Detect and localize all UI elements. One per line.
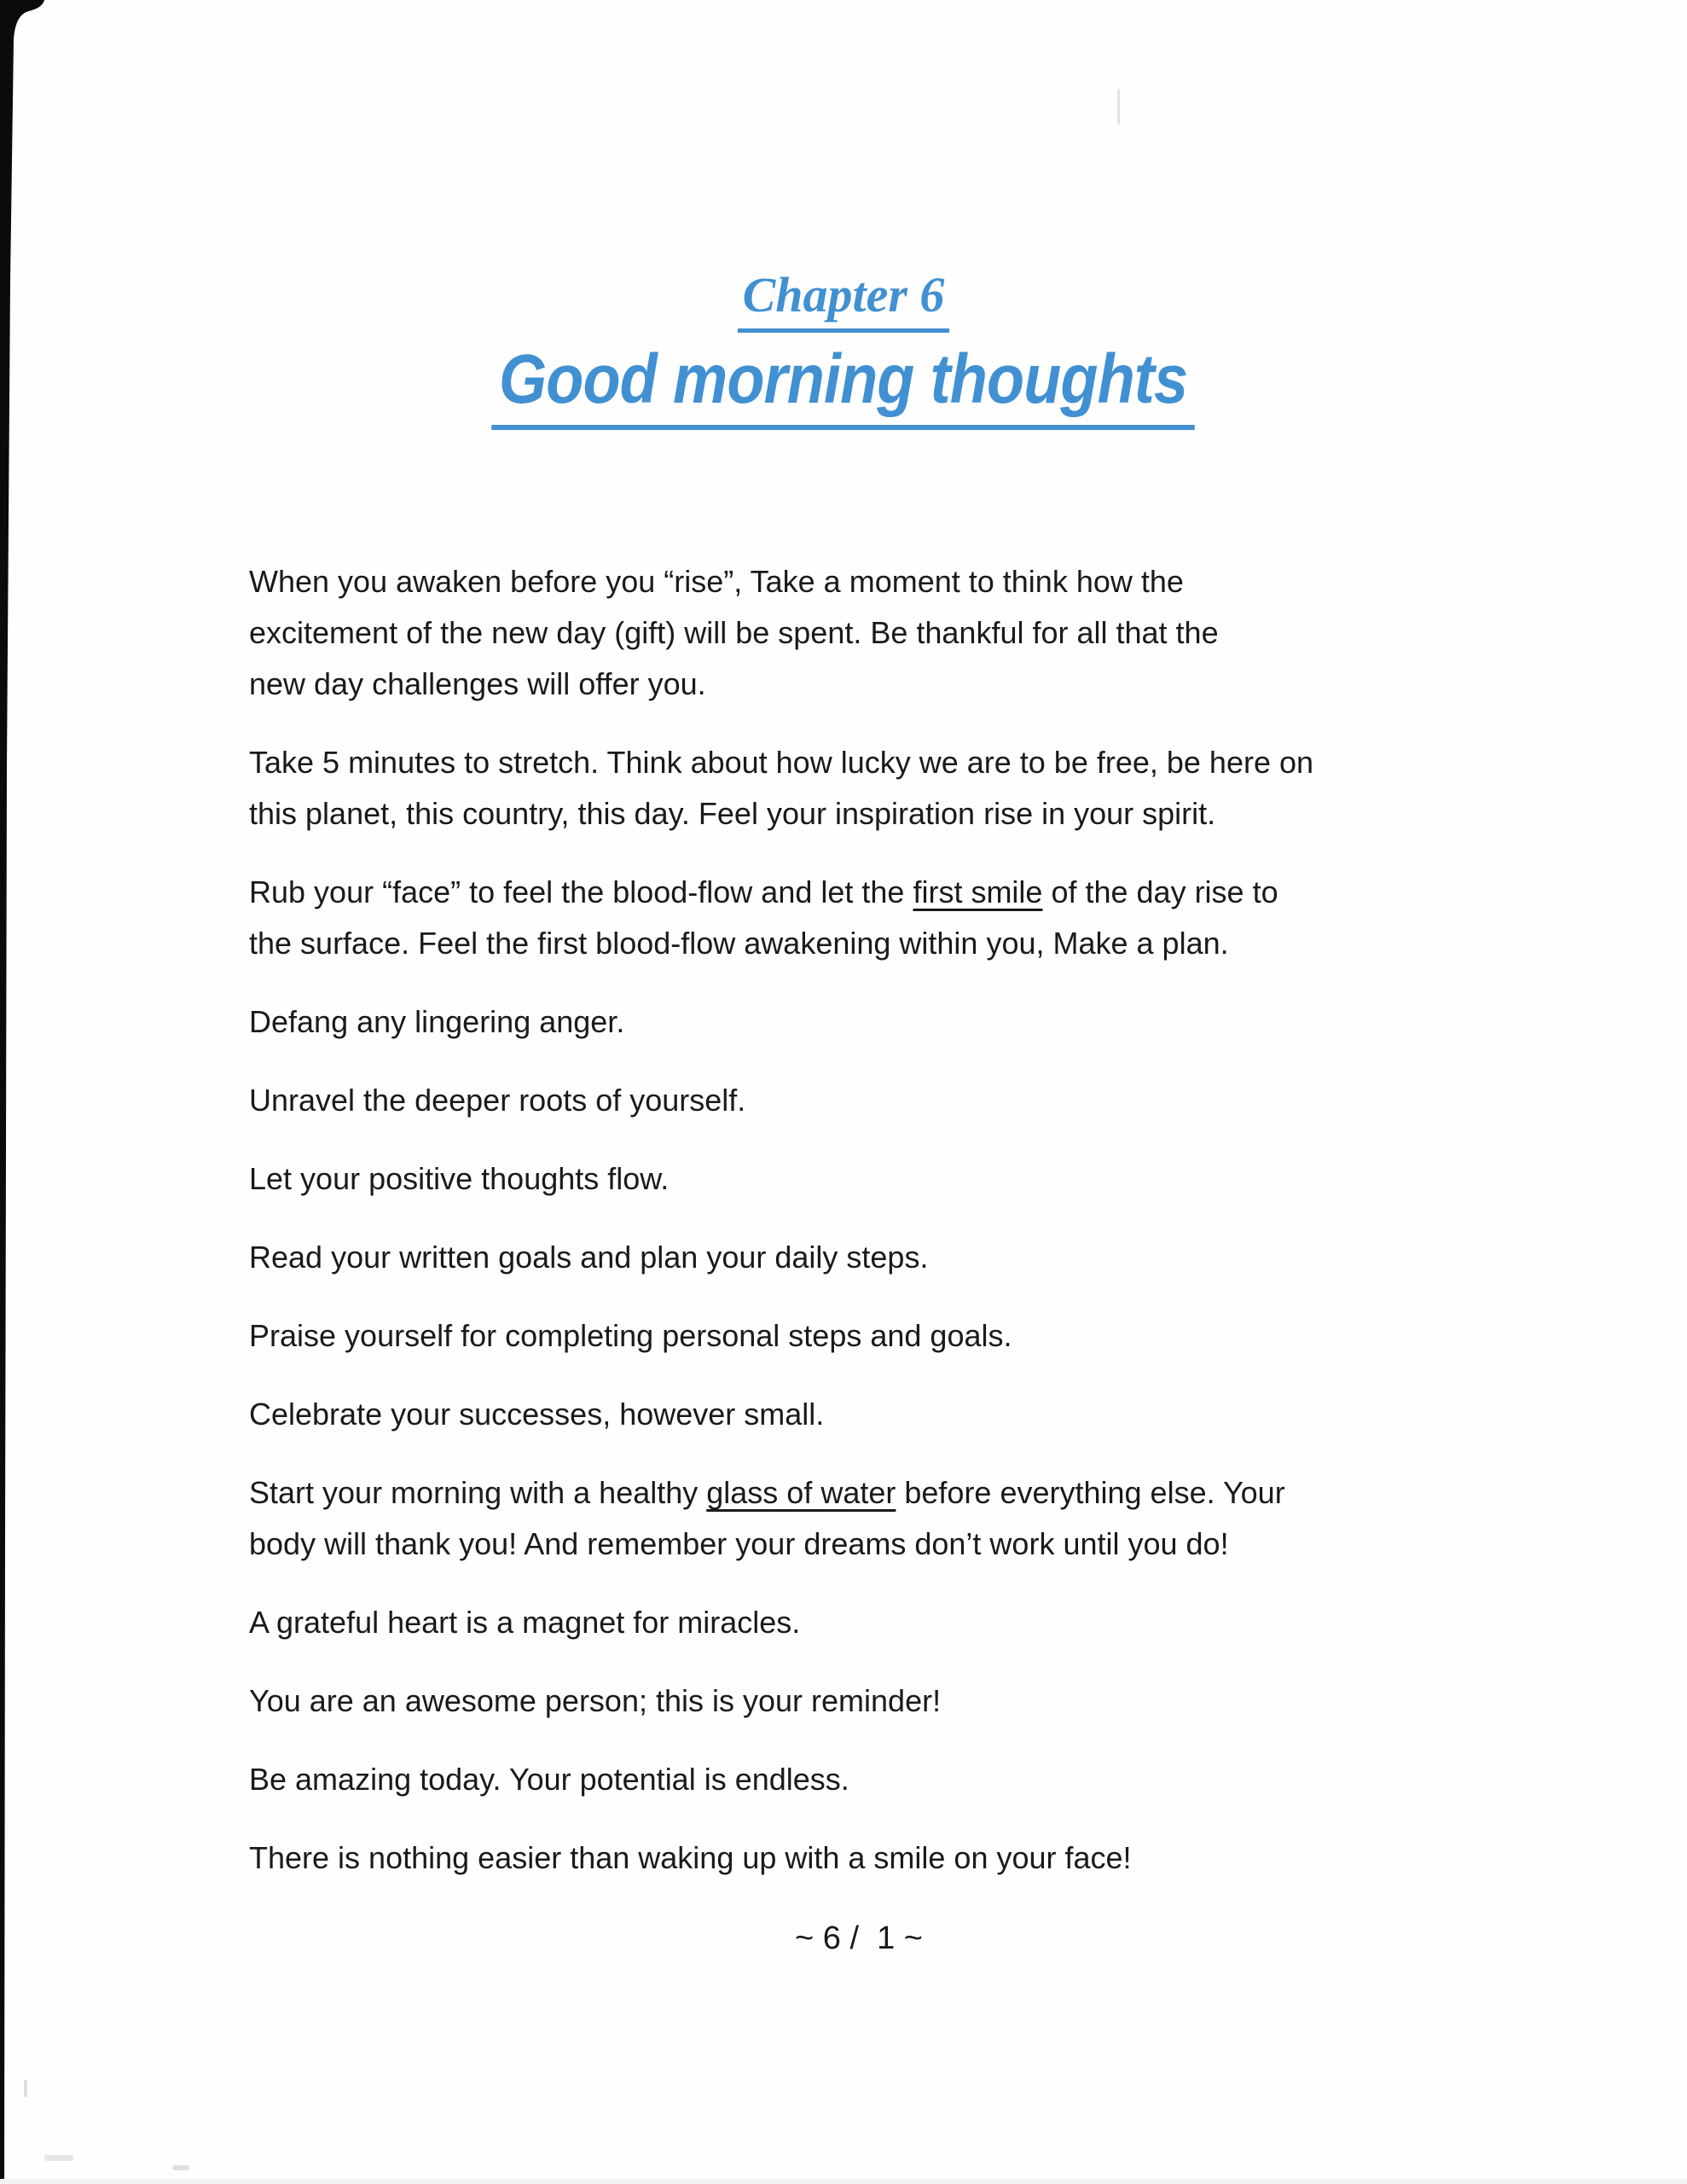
- body-paragraph: [249, 1389, 1469, 1440]
- scan-bottom-band: [0, 2179, 1687, 2184]
- text-segment: excitement of the new day (gift) will be spent. Be thankful for all that the: [249, 615, 1219, 650]
- text-segment: body will thank you! And remember your dreams don’t work until you do!: [249, 1526, 1229, 1561]
- text-segment: before everything else. Your: [896, 1475, 1285, 1510]
- text-segment: the surface. Feel the first blood-flow awakening within you, Make a plan.: [249, 926, 1229, 961]
- body-paragraph: [249, 737, 1469, 839]
- text-segment: You are an awesome person; this is your reminder!: [249, 1683, 942, 1718]
- text-segment: Let your positive thoughts flow.: [249, 1161, 670, 1196]
- text-segment: Celebrate your successes, however small.: [249, 1397, 825, 1432]
- text-segment: Rub your “face” to feel the blood-flow and let the: [249, 874, 913, 909]
- scan-smudge: [172, 2165, 189, 2170]
- text-segment: Read your written goals and plan your daily steps.: [249, 1240, 929, 1275]
- underlined-phrase: first smile: [913, 874, 1043, 909]
- scan-smudge: [24, 2080, 27, 2097]
- text-segment: Take 5 minutes to stretch. Think about how lucky we are to be free, be here on: [249, 745, 1314, 780]
- text-segment: There is nothing easier than waking up with a smile on your face!: [249, 1840, 1132, 1875]
- body-text: [249, 556, 1469, 1964]
- body-paragraph: [249, 1597, 1469, 1648]
- body-paragraph: [249, 867, 1469, 969]
- body-paragraph: [249, 1833, 1469, 1884]
- text-segment: of the day rise to: [1042, 874, 1278, 909]
- body-paragraph: [249, 1153, 1469, 1205]
- text-segment: A grateful heart is a magnet for miracles.: [249, 1605, 801, 1640]
- text-segment: this planet, this country, this day. Feel your inspiration rise in your spirit.: [249, 796, 1216, 831]
- page-title-text: Good morning thoughts: [492, 340, 1196, 430]
- chapter-heading: [0, 264, 1687, 333]
- text-segment: Be amazing today. Your potential is endless.: [249, 1762, 849, 1797]
- body-paragraph: [249, 996, 1469, 1048]
- body-paragraph: [249, 1232, 1469, 1283]
- text-segment: Defang any lingering anger.: [249, 1004, 625, 1039]
- body-paragraph: [249, 1676, 1469, 1727]
- page-title: [0, 340, 1687, 430]
- body-paragraph: [249, 1310, 1469, 1362]
- text-segment: new day challenges will offer you.: [249, 666, 706, 701]
- text-segment: Start your morning with a healthy: [249, 1475, 707, 1510]
- body-paragraph: [249, 1075, 1469, 1126]
- page-number: ~ 6 / 1 ~: [795, 1920, 923, 1956]
- scan-smudge: [1117, 89, 1120, 125]
- body-paragraph: [249, 1754, 1469, 1805]
- text-segment: Unravel the deeper roots of yourself.: [249, 1083, 746, 1118]
- scan-smudge: [44, 2155, 73, 2161]
- text-segment: When you awaken before you “rise”, Take a moment to think how the: [249, 564, 1184, 599]
- body-paragraph: [249, 1467, 1469, 1570]
- chapter-heading-text: Chapter 6: [738, 264, 950, 333]
- underlined-phrase: glass of water: [706, 1475, 896, 1510]
- body-paragraph: [249, 556, 1469, 710]
- text-segment: Praise yourself for completing personal steps and goals.: [249, 1318, 1012, 1353]
